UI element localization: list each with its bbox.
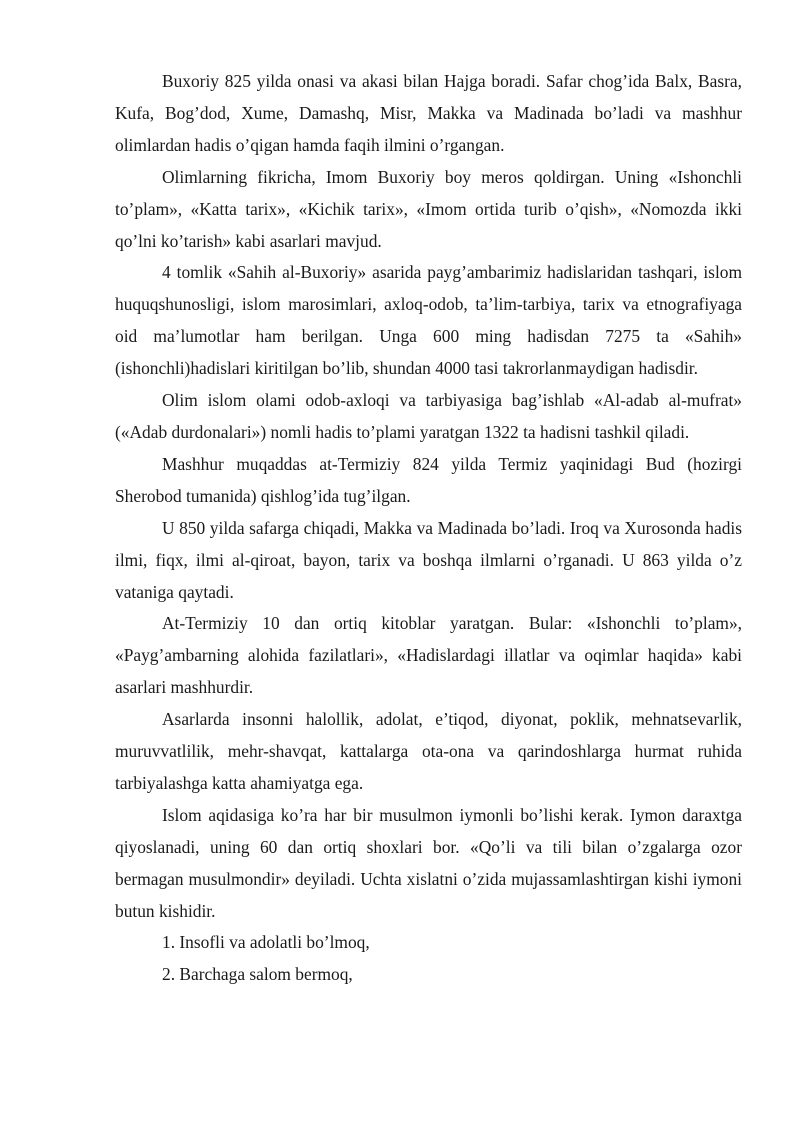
paragraph: Asarlarda insonni halollik, adolat, e’tiqod, diyonat, poklik, mehnatsevarlik, muruvvatlilik, mehr-shavqat, kattalarga ota-ona va qarindoshlarga hurmat ruhida tarbiyalashga katta ahamiyatga ega. [115, 709, 742, 793]
paragraph: Olim islom olami odob-axloqi va tarbiyasiga bag’ishlab «Al-adab al-mufrat» («Adab durdonalari») nomli hadis to’plami yaratgan 1322 ta hadisni tashkil qiladi. [115, 390, 742, 442]
paragraph: Olimlarning fikricha, Imom Buxoriy boy meros qoldirgan. Uning «Ishonchli to’plam», «Katta tarix», «Kichik tarix», «Imom ortida turib o’qish», «Nomozda ikki qo’lni ko’tarish» kabi asarlari mavjud. [115, 166, 742, 251]
paragraph: At-Termiziy 10 dan ortiq kitoblar yaratgan. Bular: «Ishonchli to’plam», «Payg’ambarning alohida fazilatlari», «Hadislardagi illatlar va oqimlar haqida» kabi asarlari mashhurdir. [115, 613, 742, 698]
paragraph: Islom aqidasiga ko’ra har bir musulmon iymonli bo’lishi kerak. Iymon daraxtga qiyoslanadi, uning 60 dan ortiq shoxlari bor. «Qo’li va tili bilan o’zgalarga ozor bermagan musulmondir» deyiladi. Uchta xislatni o’zida mujassamlashtirgan kishi iymoni butun kishidir. [115, 804, 742, 921]
paragraph: Mashhur muqaddas at-Termiziy 824 yilda Termiz yaqinidagi Bud (hozirgi Sherobod tumanida) qishlog’ida tug’ilgan. [115, 453, 742, 506]
list-item: 1. Insofli va adolatli bo’lmoq, [162, 932, 370, 953]
paragraph: U 850 yilda safarga chiqadi, Makka va Madinada bo’ladi. Iroq va Xurosonda hadis ilmi, fiqx, ilmi al-qiroat, bayon, tarix va boshqa ilmlarni o’rganadi. U 863 yilda o’z vataniga qaytadi. [115, 517, 742, 602]
paragraph: 4 tomlik «Sahih al-Buxoriy» asarida payg’ambarimiz hadislaridan tashqari, islom huquqshunosligi, islom marosimlari, axloq-odob, ta’lim-tarbiya, tarix va etnografiyaga oid ma’lumotlar ham berilgan. Unga 600 ming hadisdan 7275 ta «Sahih» (ishonchli)hadislari kiritilgan bo’lib, shundan 4000 tasi takrorlanmaydigan hadisdir. [115, 262, 742, 379]
paragraph: Buxoriy 825 yilda onasi va akasi bilan Hajga boradi. Safar chog’ida Balx, Basra, Kufa, Bog’dod, Xume, Damashq, Misr, Makka va Madinada bo’ladi va mashhur olimlardan hadis o’qigan hamda faqih ilmini o’rgangan. [115, 71, 742, 155]
document-page [115, 66, 742, 991]
list-item: 2. Barchaga salom bermoq, [162, 964, 353, 985]
